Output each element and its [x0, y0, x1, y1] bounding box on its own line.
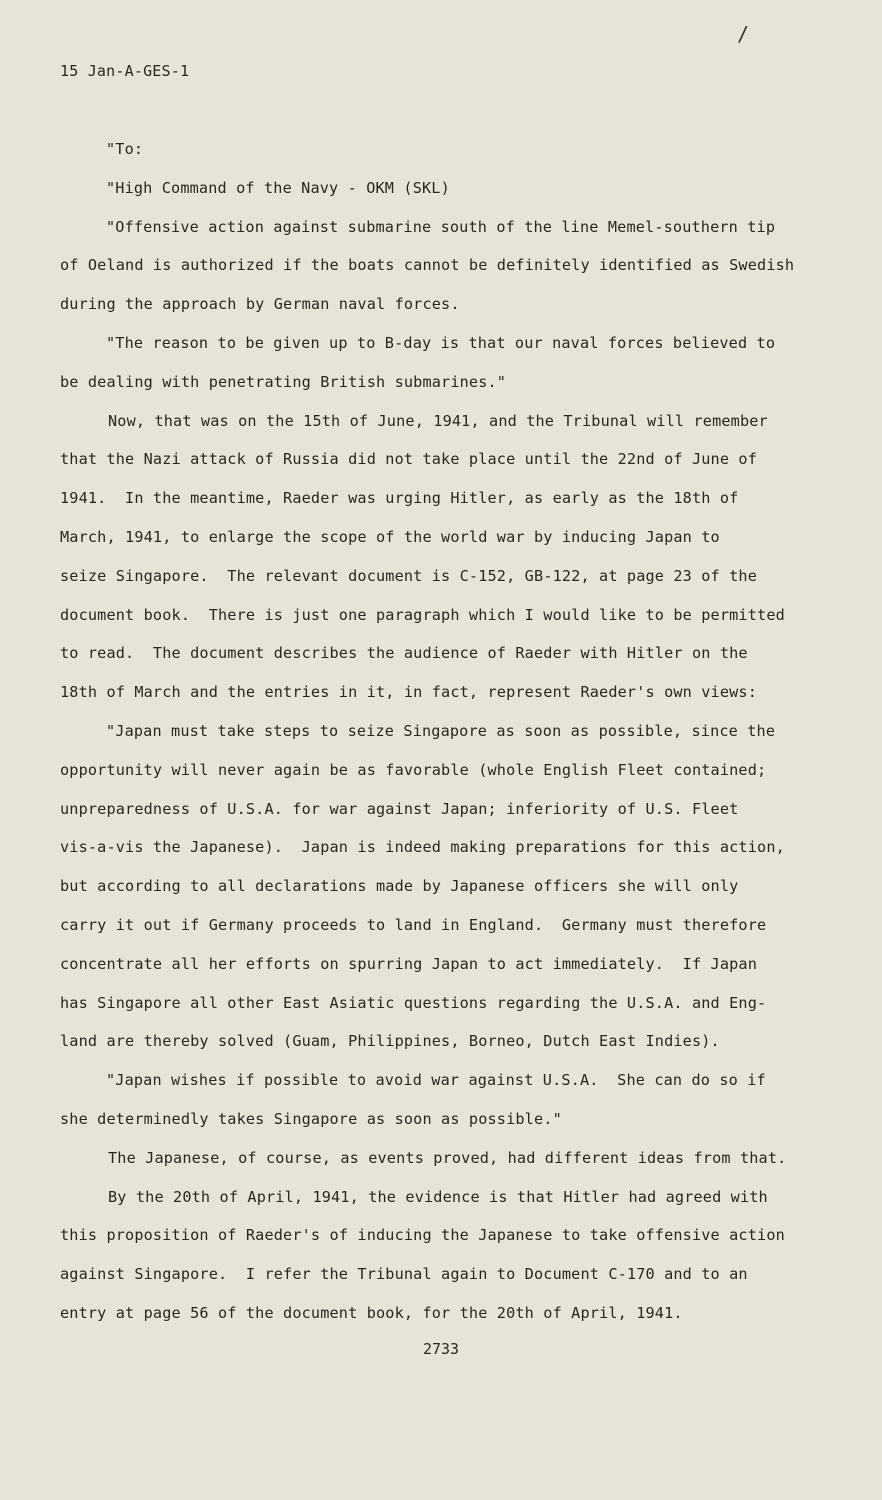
- text-line: seize Singapore. The relevant document is C-152, GB-122, at page 23 of the: [60, 566, 758, 585]
- text-line: concentrate all her efforts on spurring Japan to act immediately. If Japan: [60, 954, 758, 973]
- text-line: to read. The document describes the audience of Raeder with Hitler on the: [60, 644, 748, 663]
- text-line: of Oeland is authorized if the boats cannot be definitely identified as Swedish: [60, 256, 795, 275]
- corner-mark: /: [737, 22, 750, 46]
- text-line: be dealing with penetrating British submarines.": [60, 372, 507, 391]
- text-line: Now, that was on the 15th of June, 1941, and the Tribunal will remember: [108, 411, 768, 430]
- text-line: has Singapore all other East Asiatic questions regarding the U.S.A. and Eng-: [60, 993, 767, 1012]
- text-line: entry at page 56 of the document book, for the 20th of April, 1941.: [60, 1303, 683, 1322]
- text-line: March, 1941, to enlarge the scope of the world war by inducing Japan to: [60, 527, 720, 546]
- text-line: but according to all declarations made by Japanese officers she will only: [60, 877, 739, 896]
- text-line: "High Command of the Navy - OKM (SKL): [106, 178, 450, 197]
- text-line: document book. There is just one paragraph which I would like to be permitted: [60, 605, 785, 624]
- text-line: during the approach by German naval forces.: [60, 295, 460, 314]
- text-line: 18th of March and the entries in it, in fact, represent Raeder's own views:: [60, 683, 758, 702]
- text-line: vis-a-vis the Japanese). Japan is indeed making preparations for this action,: [60, 838, 785, 857]
- text-line: "Offensive action against submarine south of the line Memel-southern tip: [106, 217, 776, 236]
- text-line: against Singapore. I refer the Tribunal again to Document C-170 and to an: [60, 1265, 748, 1284]
- text-line: opportunity will never again be as favorable (whole English Fleet contained;: [60, 760, 767, 779]
- text-line: unpreparedness of U.S.A. for war against Japan; inferiority of U.S. Fleet: [60, 799, 739, 818]
- text-line: By the 20th of April, 1941, the evidence is that Hitler had agreed with: [108, 1187, 768, 1206]
- text-line: "Japan wishes if possible to avoid war against U.S.A. She can do so if: [106, 1071, 766, 1090]
- text-line: The Japanese, of course, as events proved, had different ideas from that.: [108, 1148, 787, 1167]
- text-line: this proposition of Raeder's of inducing the Japanese to take offensive action: [60, 1226, 785, 1245]
- text-line: 1941. In the meantime, Raeder was urging Hitler, as early as the 18th of: [60, 489, 739, 508]
- text-line: "The reason to be given up to B-day is that our naval forces believed to: [106, 333, 776, 352]
- document-header: 15 Jan-A-GES-1: [60, 62, 190, 80]
- body-text: [60, 130, 830, 1333]
- text-line: she determinedly takes Singapore as soon as possible.": [60, 1109, 562, 1128]
- text-line: that the Nazi attack of Russia did not take place until the 22nd of June of: [60, 450, 758, 469]
- page-number: 2733: [422, 1340, 460, 1358]
- text-line: carry it out if Germany proceeds to land in England. Germany must therefore: [60, 915, 767, 934]
- text-line: land are thereby solved (Guam, Philippines, Borneo, Dutch East Indies).: [60, 1032, 720, 1051]
- text-line: "Japan must take steps to seize Singapore as soon as possible, since the: [106, 721, 776, 740]
- text-line: "To:: [106, 140, 144, 158]
